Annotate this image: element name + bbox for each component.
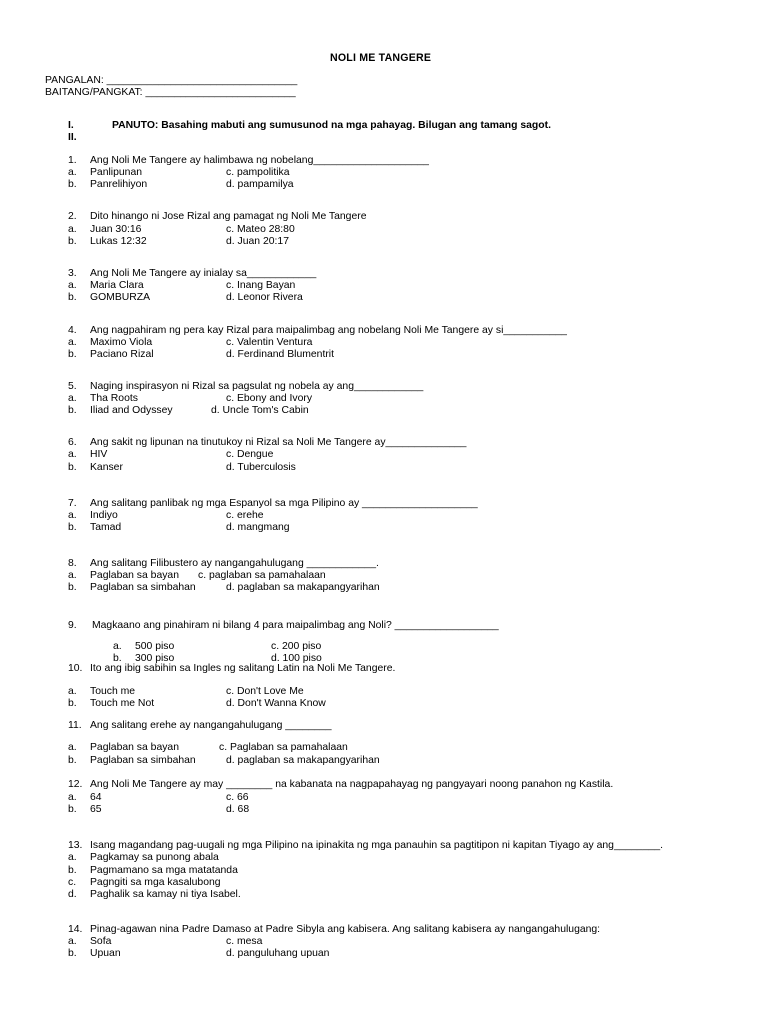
choice-option[interactable]: d. 68 [226,804,250,815]
question-text: Ang nagpahiram ng pera kay Rizal para maipalimbag ang nobelang Noli Me Tangere ay si___________ [90,325,567,336]
choice-option[interactable]: Maximo Viola [90,337,153,348]
choice-option[interactable]: c. Ebony and Ivory [226,393,313,404]
question-number: 7. [68,498,77,509]
question-number: 4. [68,325,77,336]
question-text: Ang Noli Me Tangere ay may ________ na kabanata na nagpapahayag ng pangyayari noong panahon ng Kastila. [90,779,614,790]
question-number: 1. [68,155,77,166]
choice-letter: a. [68,852,77,863]
choice-option[interactable]: Pagkamay sa punong abala [90,852,219,863]
roman-numeral-1: I. [68,120,74,131]
question-text: Ang salitang panlibak ng mga Espanyol sa mga Pilipino ay ____________________ [90,498,478,509]
question-text: Ang salitang erehe ay nangangahulugang ________ [90,720,332,731]
choice-option[interactable]: GOMBURZA [90,292,151,303]
choice-option[interactable]: c. Inang Bayan [226,280,296,291]
choice-letter: d. [68,889,77,900]
choice-option[interactable]: 65 [90,804,102,815]
choice-letter: b. [68,522,77,533]
choice-letter: a. [68,280,77,291]
choice-letter: a. [68,510,77,521]
choice-letter: a. [68,337,77,348]
question-text: Ang sakit ng lipunan na tinutukoy ni Rizal sa Noli Me Tangere ay______________ [90,437,467,448]
choice-option[interactable]: d. Leonor Rivera [226,292,303,303]
choice-letter: b. [68,804,77,815]
question-number: 13. [68,840,83,851]
choice-option[interactable]: Paglaban sa simbahan [90,582,196,593]
choice-option[interactable]: d. panguluhang upuan [226,948,330,959]
choice-letter: b. [68,755,77,766]
choice-letter: a. [68,936,77,947]
roman-numeral-2: II. [68,132,77,143]
choice-option[interactable]: Touch me Not [90,698,155,709]
choice-option[interactable]: d. Juan 20:17 [226,236,289,247]
choice-option[interactable]: Indiyo [90,510,118,521]
question-text: Isang magandang pag-uugali ng mga Pilipino na ipinakita ng mga panauhin sa pagtitipon ni kapitan Tiyago ay ang________. [90,840,664,851]
question-text: Naging inspirasyon ni Rizal sa pagsulat ng nobela ay ang____________ [90,381,424,392]
choice-option[interactable]: c. pampolitika [226,167,290,178]
instructions: PANUTO: Basahing mabuti ang sumusunod na mga pahayag. Bilugan ang tamang sagot. [112,120,551,131]
name-field[interactable]: PANGALAN: _________________________________ [45,75,298,86]
choice-option[interactable]: 500 piso [135,641,175,652]
question-text: Pinag-agawan nina Padre Damaso at Padre Sibyla ang kabisera. Ang salitang kabisera ay nangangahulugang: [90,924,601,935]
choice-letter: a. [68,742,77,753]
question-number: 14. [68,924,83,935]
page-title: NOLI ME TANGERE [330,52,432,64]
choice-letter: a. [68,224,77,235]
choice-option[interactable]: Kanser [90,462,123,473]
choice-option[interactable]: d. pampamilya [226,179,294,190]
choice-option[interactable]: Panlipunan [90,167,142,178]
choice-option[interactable]: d. Ferdinand Blumentrit [226,349,335,360]
question-text: Ito ang ibig sabihin sa Ingles ng salitang Latin na Noli Me Tangere. [90,663,396,674]
choice-letter: c. [68,877,77,888]
choice-letter: b. [113,653,122,664]
choice-option[interactable]: d. paglaban sa makapangyarihan [226,582,380,593]
choice-option[interactable]: d. mangmang [226,522,290,533]
choice-option[interactable]: Panrelihiyon [90,179,148,190]
choice-option[interactable]: c. erehe [226,510,264,521]
choice-option[interactable]: Iliad and Odyssey [90,405,173,416]
choice-option[interactable]: 300 piso [135,653,175,664]
question-number: 5. [68,381,77,392]
choice-letter: b. [68,698,77,709]
question-number: 8. [68,558,77,569]
choice-option[interactable]: Pagmamano sa mga matatanda [90,865,238,876]
choice-option[interactable]: d. paglaban sa makapangyarihan [226,755,380,766]
choice-option[interactable]: c. Dengue [226,449,274,460]
choice-option[interactable]: Lukas 12:32 [90,236,147,247]
choice-option[interactable]: c. Valentin Ventura [226,337,313,348]
choice-option[interactable]: d. 100 piso [271,653,322,664]
question-number: 11. [68,720,82,731]
choice-option[interactable]: Pagngiti sa mga kasalubong [90,877,221,888]
choice-option[interactable]: Tamad [90,522,122,533]
question-text: Ang salitang Filibustero ay nangangahulugang ____________. [90,558,379,569]
question-number: 12. [68,779,83,790]
question-text: Dito hinango ni Jose Rizal ang pamagat ng Noli Me Tangere [90,211,367,222]
choice-letter: b. [68,349,77,360]
question-number: 9. [68,620,77,631]
question-number: 10. [68,663,83,674]
question-number: 2. [68,211,77,222]
choice-letter: b. [68,948,77,959]
choice-option[interactable]: Paghalik sa kamay ni tiya Isabel. [90,889,241,900]
grade-section-field[interactable]: BAITANG/PANGKAT: __________________________ [45,87,296,98]
choice-option[interactable]: Upuan [90,948,121,959]
choice-letter: b. [68,582,77,593]
choice-letter: a. [68,570,77,581]
question-text: Ang Noli Me Tangere ay halimbawa ng nobelang____________________ [90,155,429,166]
choice-option[interactable]: d. Tuberculosis [226,462,296,473]
question-text: Magkaano ang pinahiram ni bilang 4 para maipalimbag ang Noli? __________________ [92,620,499,631]
choice-letter: a. [113,641,122,652]
choice-option[interactable]: c. 66 [226,792,249,803]
question-number: 3. [68,268,77,279]
choice-option[interactable]: Paciano Rizal [90,349,154,360]
choice-letter: a. [68,792,77,803]
choice-option[interactable]: Juan 30:16 [90,224,142,235]
choice-option[interactable]: d. Don't Wanna Know [226,698,326,709]
choice-option[interactable]: Paglaban sa bayan [90,570,179,581]
choice-option[interactable]: d. Uncle Tom's Cabin [211,405,309,416]
choice-option[interactable]: c. mesa [226,936,263,947]
choice-letter: a. [68,449,77,460]
choice-letter: b. [68,462,77,473]
choice-letter: a. [68,686,77,697]
choice-letter: b. [68,405,77,416]
choice-letter: b. [68,179,77,190]
choice-option[interactable]: Tha Roots [90,393,138,404]
choice-letter: a. [68,393,77,404]
choice-letter: a. [68,167,77,178]
choice-option[interactable]: 64 [90,792,102,803]
choice-letter: b. [68,865,77,876]
choice-option[interactable]: c. Paglaban sa pamahalaan [219,742,348,753]
choice-option[interactable]: c. Mateo 28:80 [226,224,295,235]
choice-option[interactable]: Touch me [90,686,136,697]
choice-letter: b. [68,292,77,303]
choice-letter: b. [68,236,77,247]
question-number: 6. [68,437,77,448]
choice-option[interactable]: c. paglaban sa pamahalaan [198,570,326,581]
choice-option[interactable]: Paglaban sa simbahan [90,755,196,766]
choice-option[interactable]: HIV [90,449,108,460]
choice-option[interactable]: Paglaban sa bayan [90,742,179,753]
choice-option[interactable]: c. 200 piso [271,641,322,652]
choice-option[interactable]: c. Don't Love Me [226,686,304,697]
choice-option[interactable]: Sofa [90,936,112,947]
choice-option[interactable]: Maria Clara [90,280,144,291]
question-text: Ang Noli Me Tangere ay inialay sa____________ [90,268,317,279]
